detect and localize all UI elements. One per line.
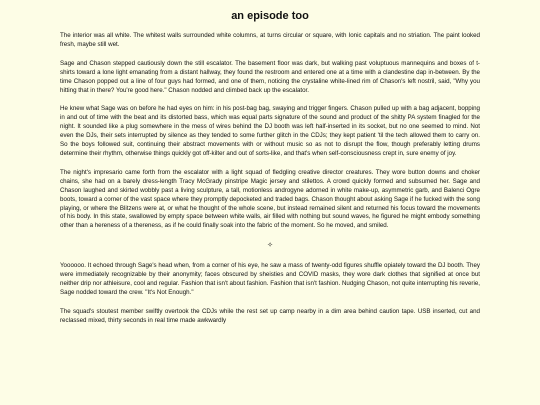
paragraph: Sage and Chason stepped cautiously down the still escalator. The basement floor was dark, but walking past voluptuous mannequins and boxes of t-shirts toward a lone light emanating from a distant hallway, they found the restroom and entered one at a time with a clandestine dap in-between. By the time Chason popped out a line of four guys had formed, and one of them, noticing the crystaline white-lined rim of Chason's left nostril, said, "Why you hitting that in there? You're good here." Chason nodded and climbed back up the escalator. [60, 59, 480, 94]
section-separator-icon: ✧ [267, 242, 273, 250]
page-title: an episode too [231, 10, 309, 22]
story-body [60, 32, 480, 336]
paragraph: The night's impresario came forth from the escalator with a light squad of fledgling creative director creatures. They wore button downs and choker chains, she had on a barely dress-length Tracy McGrady pinstripe Magic jersey and stilettos. A crowd quickly formed and subsumed her. Sage and Chason laughed and skirted wobbly past a living sculpture, a tall, motionless androgyne adorned in white make-up, asymmetric garb, and Balenci Ogre boots, toward a corner of the vast space where they promptly depocketed and traded bags. Chason thought about asking Sage if he fucked with the song playing, or where the Blitzens were at, or what he thought of the whole scene, but instead remained silent and returned his focus toward the movements of his body. In this state, swallowed by empty space between white walls, air filled with nothing but sound waves, he figured he might embody something other than a hereness of a thereness, as if he could finally soak into the fabric of the moment. So he moved, and smiled. [60, 168, 480, 230]
paragraph: He knew what Sage was on before he had eyes on him: in his post-bag bag, swaying and trigger fingers. Chason pulled up with a bag adjacent, bopping in and out of time with the beat and its distorted bass, which was equal parts signature of the sound and product of the shitty PA system finagled for the night. It sounded like a plug somewhere in the mess of wires behind the DJ booth was left half-inserted in its socket, but no one seemed to mind. Not even the DJs, their sets interrupted by silence as they tended to some further glitch in the CDJs; they kept patient 'til the tech allowed them to carry on. So the boys followed suit, continuing their abstract movements with or without music so as not to disrupt the flow, though preferably letting drums determine their rhythm, otherwise things quickly got off-kilter and out of sorts-like, and that's when self-consciousness crept in, sure enemy of joy. [60, 105, 480, 157]
paragraph: The squad's stoutest member swiftly overtook the CDJs while the rest set up camp nearby in a dim area behind caution tape. USB inserted, cut and reclassed mixed, thirty seconds in real time made awkwardly [60, 307, 480, 324]
paragraph: Yoooooo. It echoed through Sage's head when, from a corner of his eye, he saw a mass of twenty-odd figures shuffle opiately toward the DJ booth. They were immediately recognizable by their anonymity; faces obscured by sheisties and COVID masks, they wore dark clothes that signified at once but neither drip nor athleisure, cool and regular. Fashion that isn't about fashion. Fashion that isn't fashion. Nudging Chason, not quite interrupting his reverie, Sage nodded toward the crew. "It's Not Enough." [60, 262, 480, 296]
paragraph: The interior was all white. The whitest walls surrounded white columns, at turns circular or square, with Ionic capitals and no striation. The paint looked fresh, maybe still wet. [60, 32, 480, 48]
